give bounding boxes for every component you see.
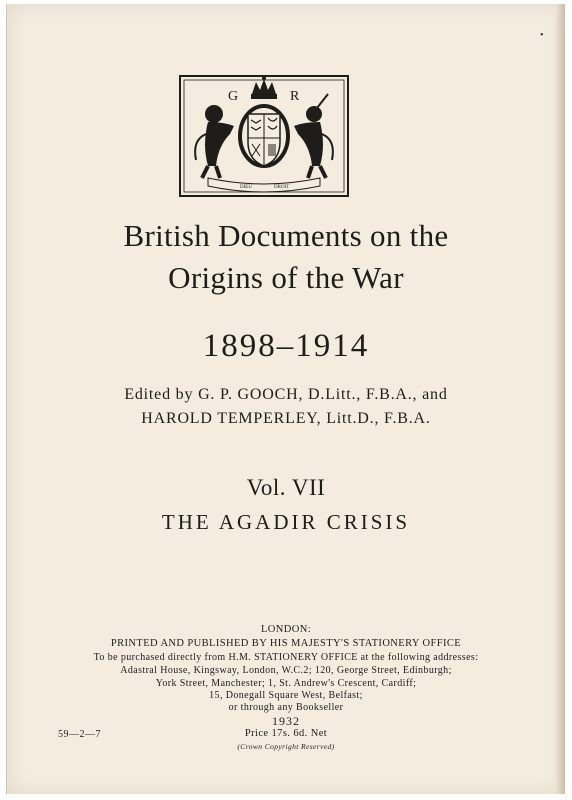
imprint-purchase: To be purchased directly from H.M. STATIONERY OFFICE at the following addresses: bbox=[93, 652, 479, 663]
volume-subtitle: THE AGADIR CRISIS bbox=[161, 510, 411, 534]
imprint-city: LONDON: bbox=[260, 624, 312, 635]
editors-line1: Edited by G. P. GOOCH, D.Litt., F.B.A., and bbox=[124, 386, 448, 403]
imprint-bookseller: or through any Bookseller bbox=[228, 702, 344, 713]
cipher-left: G bbox=[228, 89, 239, 104]
imprint-price: Price 17s. 6d. Net bbox=[244, 728, 328, 739]
imprint-address-belfast: 15, Donegall Square West, Belfast; bbox=[209, 690, 363, 701]
royal-coat-of-arms-icon bbox=[178, 74, 350, 198]
motto-left: DIEU bbox=[240, 185, 252, 190]
imprint-copyright: (Crown Copyright Reserved) bbox=[237, 742, 335, 751]
motto-right: DROIT bbox=[274, 185, 290, 190]
print-code: 59—2—7 bbox=[58, 729, 101, 740]
book-title-line2: Origins of the War bbox=[168, 260, 404, 295]
book-title-line1: British Documents on the bbox=[123, 218, 449, 253]
corner-mark: • bbox=[540, 30, 544, 41]
cipher-right: R bbox=[290, 89, 300, 104]
editors-line2: HAROLD TEMPERLEY, Litt.D., F.B.A. bbox=[141, 410, 431, 427]
imprint-address-london: Adastral House, Kingsway, London, W.C.2; 120, George Street, Edinburgh; bbox=[120, 665, 452, 676]
unicorn-icon bbox=[294, 94, 333, 178]
crown-icon bbox=[251, 76, 277, 99]
imprint-address-manchester: York Street, Manchester; 1, St. Andrew's Crescent, Cardiff; bbox=[155, 678, 417, 689]
imprint-publisher: PRINTED AND PUBLISHED BY HIS MAJESTY'S STATIONERY OFFICE bbox=[110, 638, 462, 649]
volume-number: Vol. VII bbox=[246, 475, 326, 500]
imprint-year: 1932 bbox=[272, 714, 300, 728]
lion-icon bbox=[195, 105, 234, 178]
shield-icon bbox=[240, 106, 288, 166]
year-range: 1898–1914 bbox=[202, 328, 370, 364]
